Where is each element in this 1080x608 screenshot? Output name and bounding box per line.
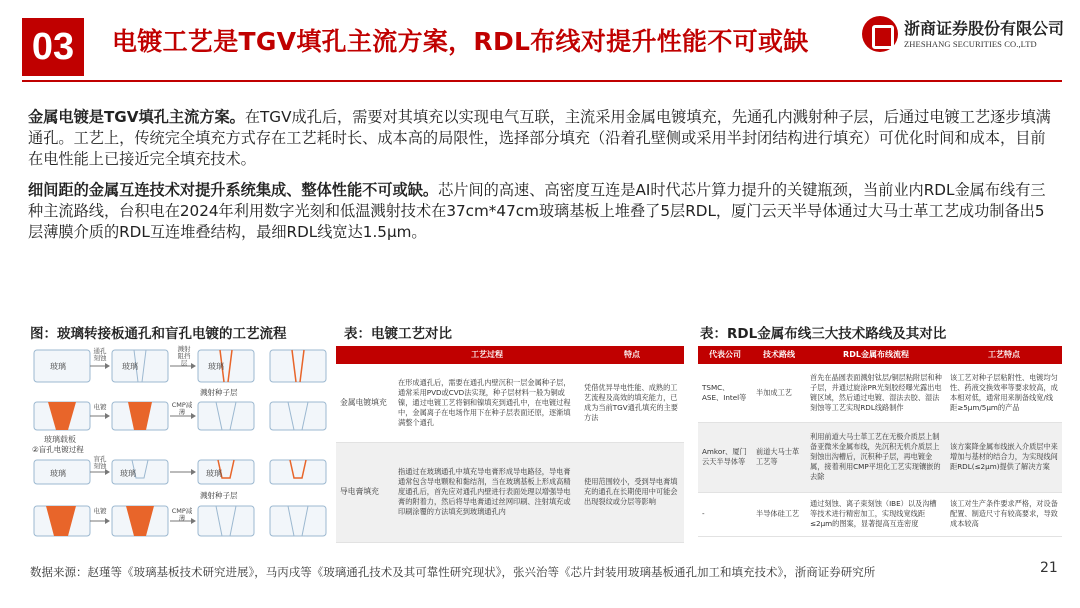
page-title: 电镀工艺是TGV填孔主流方案，RDL布线对提升性能不可或缺 — [112, 27, 809, 56]
table-header: 工艺特点 — [946, 346, 1062, 364]
logo-icon — [862, 16, 898, 52]
paragraph-lead: 细间距的金属互连技术对提升系统集成、整体性能不可或缺。 — [28, 181, 439, 199]
table-row — [698, 492, 1062, 536]
glass-label: 玻璃 — [50, 362, 66, 371]
table-header: 特点 — [580, 346, 684, 364]
data-source-note: 数据来源：赵瑾等《玻璃基板技术研究进展》，马丙戌等《玻璃通孔技术及其可靠性研究现状》，张兴治等《芯片封装用玻璃基板通孔加工和填充技术》，浙商证券研究所 — [30, 565, 876, 579]
table-header — [336, 346, 394, 364]
table-row — [336, 442, 684, 542]
blind-hole-title: ②盲孔电镀过程 — [32, 445, 84, 454]
glass-label: 玻璃 — [50, 469, 66, 478]
table-row — [336, 364, 684, 442]
paragraph-body: 芯片间的高速、高密度互连是AI时代芯片算力提升的关键瓶颈，当前业内RDL金属布线有三种主流路线，台积电在2024年利用数字光刻和低温溅射技术在37cm*47cm玻璃基板上堆叠了5层RDL，厦门云天半导体通过大马士革工艺成功制备出5层薄膜介质的RDL互连堆叠结构，最细RDL线宽达1.5μm。 — [28, 181, 1046, 241]
table-row — [698, 364, 1062, 422]
table-cell-flow: 首先在晶圆表面溅射钛层/铜层粘附层和种子层，并通过旋涂PR光刻胶经曝光露出电镀区域，然后通过电镀、湿法去胶、湿法刻蚀等工艺实现RDL线路制作 — [806, 364, 946, 422]
table-cell-feature: 该方案降金属布线嵌入介质层中来增加与基材的结合力，为实现线间距RDL(≤2μm)提供了解决方案 — [946, 422, 1062, 492]
table-cell-flow: 利用前道大马士革工艺在无极介质层上制备亚微米金属布线，先沉积无机介质层上刻蚀出沟槽后，沉积种子层，再电镀金属，接着利用CMP平坦化工艺实现镶嵌的去除 — [806, 422, 946, 492]
table-header: 代表公司 — [698, 346, 752, 364]
table1-caption: 表：电镀工艺对比 — [344, 326, 452, 342]
table-cell-route: 半导体硅工艺 — [752, 492, 806, 536]
table-cell-feature: 该工艺对种子层粘附性、电镀均匀性、药液交换效率等要求较高，成本相对低，通常用来制备线宽/线距≥5μm/5μm的产品 — [946, 364, 1062, 422]
table-header: 技术路线 — [752, 346, 806, 364]
step-seed-layer: 溅射种子层 — [200, 491, 238, 500]
table-header: RDL金属布线流程 — [806, 346, 946, 364]
table-header: 工艺过程 — [394, 346, 580, 364]
step-plating: 电镀 — [93, 507, 107, 515]
step-seed-layer: 溅射种子层 — [200, 388, 238, 397]
table-row — [698, 422, 1062, 492]
section-number: 03 — [22, 18, 84, 76]
plating-comparison-table — [336, 346, 684, 543]
glass-label: 玻璃 — [206, 469, 222, 478]
step-blind-hole: 盲孔刻蚀 — [93, 455, 107, 470]
table-cell-route: 前道大马士革工艺等 — [752, 422, 806, 492]
table-cell-company: Amkor、厦门云天半导体等 — [698, 422, 752, 492]
glass-label: 玻璃 — [208, 362, 224, 371]
table-cell-flow: 通过刻蚀、离子束刻蚀（IBE）以及沟槽等技术进行精密加工，实现线宽线距≤2μm的图案，显著提高互连密度 — [806, 492, 946, 536]
table-cell-process: 在形成通孔后，需要在通孔内壁沉积一层金属种子层，通常采用PVD或CVD法实现，种子层材料一般为铜或镍，通过电镀工艺将铜和镍填充到通孔中，在电镀过程中，金属离子在电场作用下在种子层表面还原，逐渐填满整个通孔 — [394, 364, 580, 442]
table-cell-company: TSMC、ASE、Intel等 — [698, 364, 752, 422]
paragraph-electroplating — [28, 107, 1058, 170]
table-cell-process: 指通过在玻璃通孔中填充导电膏形成导电路径，导电膏通常包含导电颗粒和黏结剂，当在玻璃基板上形成高精度通孔后，首先应对通孔内壁进行表面处理以增强导电膏的附着力，然后将导电膏通过丝网印刷、注射填充或印刷涂覆的方法填充到玻璃通孔内 — [394, 442, 580, 542]
logo-cn-text: 浙商证券股份有限公司 — [904, 19, 1065, 38]
figure-caption: 图：玻璃转接板通孔和盲孔电镀的工艺流程 — [30, 326, 287, 342]
step-cmp: CMP减薄 — [171, 401, 193, 416]
step-plating: 电镀 — [93, 403, 107, 411]
paragraph-body: 在TGV成孔后，需要对其填充以实现电气互联，主流采用金属电镀填充，先通孔内溅射种子层，后通过电镀工艺逐步填满通孔。工艺上，传统完全填充方式存在工艺耗时长、成本高的局限性，选择部分填充（沿着孔壁侧或采用半封闭结构进行填充）可优化时间和成本，目前在电性能上已接近完全填充技术。 — [28, 108, 1051, 168]
table-cell-route: 半加成工艺 — [752, 364, 806, 422]
step-mask: 溅射阻挡层 — [177, 345, 191, 367]
table-cell-name: 导电膏填充 — [336, 442, 394, 542]
logo-en-text: ZHESHANG SECURITIES CO.,LTD — [904, 39, 1037, 49]
rdl-route-table — [698, 346, 1062, 537]
table-cell-company: - — [698, 492, 752, 536]
table-cell-name: 金属电镀填充 — [336, 364, 394, 442]
process-flow-figure — [30, 344, 328, 544]
table-header-row — [698, 346, 1062, 364]
paragraph-lead: 金属电镀是TGV填孔主流方案。 — [28, 108, 245, 126]
header-divider — [22, 80, 1062, 82]
page-number: 21 — [1040, 560, 1058, 576]
glass-label: 玻璃 — [122, 362, 138, 371]
table-cell-feature: 该工对生产条件要求严格，对设备配置、制造尺寸有较高要求，导致成本较高 — [946, 492, 1062, 536]
company-logo — [862, 16, 1065, 56]
paragraph-interconnect — [28, 180, 1058, 243]
table-cell-feature: 使用范围较小，受到导电膏填充的通孔在长期使用中可能会出现裂纹或分层等影响 — [580, 442, 684, 542]
glass-label: 玻璃 — [120, 469, 136, 478]
table2-caption: 表：RDL金属布线三大技术路线及其对比 — [700, 326, 947, 342]
step-through-hole: 通孔刻蚀 — [93, 347, 107, 362]
table-cell-feature: 凭借优异导电性能、成熟的工艺流程及高效的填充能力，已成为当前TGV通孔填充的主要方法 — [580, 364, 684, 442]
table-header-row — [336, 346, 684, 364]
step-cmp: CMP减薄 — [171, 507, 193, 522]
glass-carrier-label: 玻璃载板 — [44, 435, 76, 444]
